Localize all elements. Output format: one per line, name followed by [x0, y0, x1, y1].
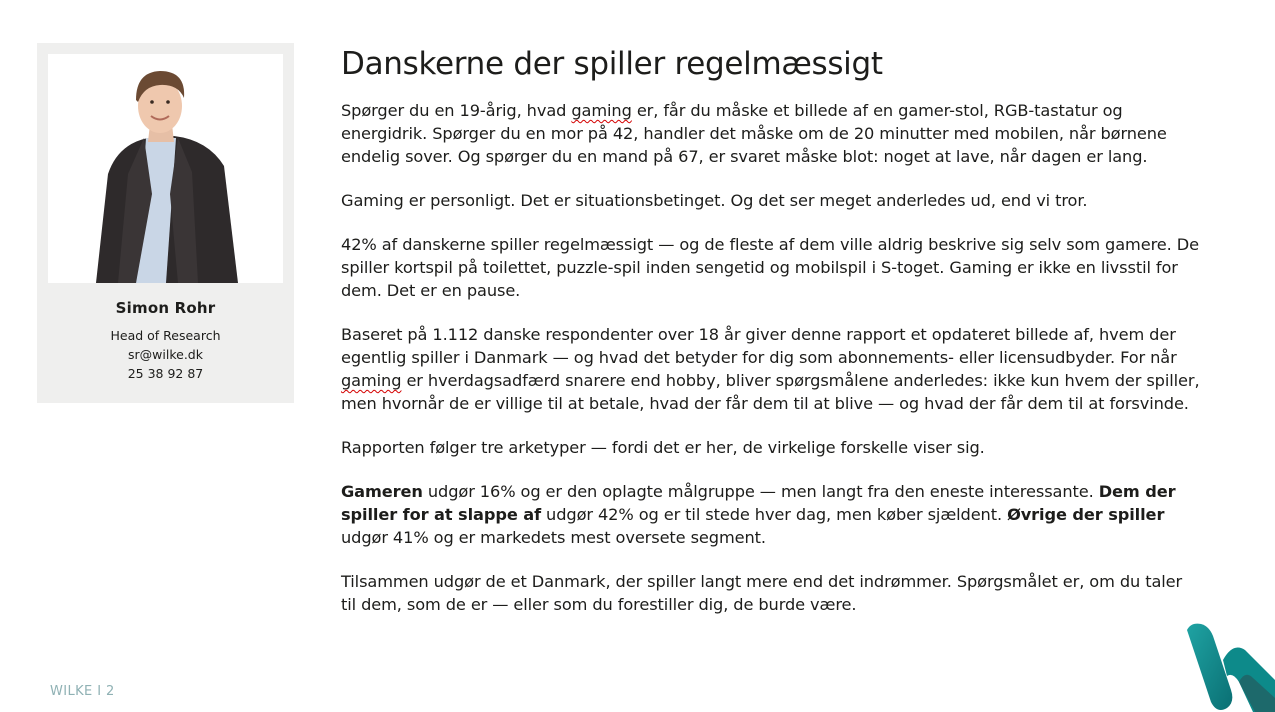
spellcheck-word: gaming — [571, 101, 632, 120]
wilke-logo-icon — [1183, 620, 1275, 712]
profile-email[interactable]: sr@wilke.dk — [128, 347, 203, 362]
text-run: er hverdagsadfærd snarere end hobby, bliver spørgsmålene anderledes: ikke kun hvem der spiller, men hvornår de er villige til at betale, hvad der får dem til at blive — og hvad der får dem til at forsvinde. — [341, 371, 1200, 413]
text-run: Baseret på 1.112 danske respondenter over 18 år giver denne rapport et opdateret billede af, hvem der egentlig spiller i Danmark — og hvad det betyder for dig som abonnements- eller licensudbyder. For når — [341, 325, 1177, 367]
page-title: Danskerne der spiller regelmæssigt — [341, 46, 883, 82]
profile-phone: 25 38 92 87 — [127, 366, 204, 381]
segment-relax-label: Dem der spiller for at slappe af — [341, 482, 1176, 524]
page-number-label: WILKE I 2 — [50, 684, 115, 699]
paragraph-archetypes: Rapporten følger tre arketyper — fordi det er her, de virkelige forskelle viser sig. — [341, 438, 985, 457]
profile-role: Head of Research — [110, 328, 221, 343]
person-portrait-image — [48, 54, 283, 283]
spellcheck-word: gaming — [341, 371, 402, 390]
paragraph-intro — [341, 99, 1201, 168]
segment-other-label: Øvrige der spiller — [1007, 505, 1165, 524]
profile-name: Simon Rohr — [115, 299, 216, 317]
article-body — [341, 44, 1201, 637]
text-run: Spørger du en 19-årig, hvad — [341, 101, 572, 120]
segment-gamer-label: Gameren — [341, 482, 423, 501]
paragraph-method — [341, 323, 1201, 415]
text-run: udgør 16% og er den oplagte målgruppe — men langt fra den eneste interessante. — [422, 482, 1099, 501]
paragraph-conclusion: Tilsammen udgør de et Danmark, der spiller langt mere end det indrømmer. Spørgsmålet er, om du taler til dem, som de er — eller som du forestiller dig, de burde være. — [341, 572, 1183, 614]
paragraph-segments — [341, 480, 1201, 549]
paragraph-personal: Gaming er personligt. Det er situationsbetinget. Og det ser meget anderledes ud, end vi tror. — [341, 191, 1088, 210]
profile-card — [37, 43, 294, 403]
profile-photo — [48, 54, 283, 283]
text-run: udgør 42% og er til stede hver dag, men køber sjældent. — [541, 505, 1008, 524]
text-run: er, får du måske et billede af en gamer-stol, RGB-tastatur og energidrik. Spørger du en mor på 42, handler det måske om de 20 minutter med mobilen, når børnene endelig sover. Og spørger du en mand på 67, er svaret måske blot: noget at lave, når dagen er lang. — [341, 101, 1167, 166]
text-run: udgør 41% og er markedets mest oversete segment. — [341, 528, 766, 547]
paragraph-statistic: 42% af danskerne spiller regelmæssigt — og de fleste af dem ville aldrig beskrive sig selv som gamere. De spiller kortspil på toilettet, puzzle-spil inden sengetid og mobilspil i S-toget. Gaming er ikke en livsstil for dem. Det er en pause. — [341, 235, 1199, 300]
